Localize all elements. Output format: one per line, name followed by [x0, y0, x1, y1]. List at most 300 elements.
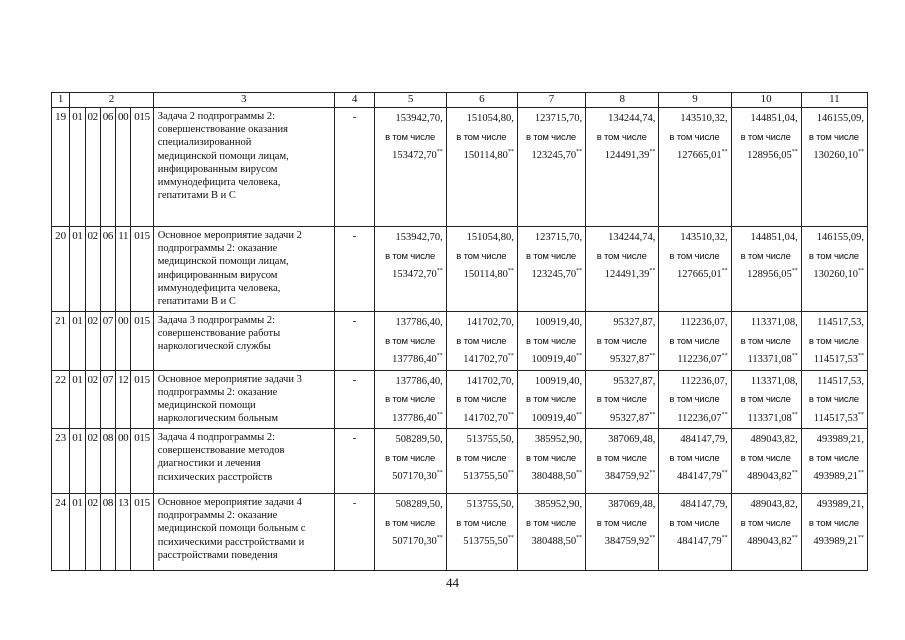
footnote-mark: **: [507, 149, 514, 155]
footnote-mark: **: [507, 268, 514, 274]
value-cell: [517, 227, 585, 312]
description-line: иммунодефицита человека,: [157, 177, 281, 189]
subtotal-value: 141702,70: [463, 412, 508, 424]
incl-label: в том числе: [525, 250, 577, 262]
total-value: 146155,09,: [816, 113, 864, 124]
subtotal-line: [661, 266, 727, 285]
subtotal-value: 128956,05: [747, 269, 792, 280]
code-cell: 12: [116, 370, 131, 429]
incl-label: в том числе: [385, 452, 436, 464]
total-value: 123715,70,: [534, 232, 583, 243]
subtotal-line: [377, 533, 442, 552]
value-cell: [517, 370, 585, 429]
footnote-mark: **: [507, 411, 514, 418]
code-cell: 07: [100, 312, 115, 371]
description-cell: [153, 108, 334, 227]
value-cell: [375, 108, 446, 227]
incl-label: в том числе: [596, 452, 647, 464]
footnote-mark: **: [649, 535, 656, 541]
code-cell: 015: [131, 108, 153, 227]
total-value: 112236,07,: [680, 317, 728, 328]
description-line: медицинской помощи: [157, 399, 256, 411]
value-cell: [446, 370, 517, 429]
footnote-mark: **: [858, 149, 864, 155]
subtotal-line: [449, 351, 514, 370]
footnote-mark: **: [507, 470, 514, 476]
row-number: 20: [52, 227, 70, 312]
incl-label: в том числе: [385, 394, 436, 405]
total-value: 489043,82,: [750, 434, 798, 445]
incl-label: в том числе: [669, 517, 720, 529]
header-cell: 10: [731, 93, 801, 108]
total-value: 484147,79,: [680, 434, 728, 445]
code-cell: 01: [70, 429, 85, 494]
footnote-mark: **: [791, 411, 798, 418]
subtotal-value: 489043,82: [747, 471, 792, 482]
footnote-mark: **: [507, 353, 514, 359]
footnote-mark: **: [791, 268, 798, 274]
footnote-mark: **: [649, 149, 656, 155]
footnote-mark: **: [791, 535, 798, 541]
code-cell: 02: [85, 370, 100, 429]
total-value: 137786,40,: [395, 375, 443, 387]
subtotal-line: [588, 533, 655, 552]
code-cell: 06: [100, 227, 115, 312]
code-cell: 01: [70, 312, 85, 371]
row-number: 22: [52, 370, 70, 429]
total-value: 134244,74,: [608, 232, 656, 243]
subtotal-line: [804, 468, 864, 487]
code-cell: 01: [70, 108, 85, 227]
total-value: 493989,21,: [816, 434, 864, 445]
subtotal-value: 489043,82: [747, 536, 792, 547]
subtotal-value: 137786,40: [392, 354, 437, 365]
subtotal-line: [520, 266, 582, 285]
description-line: медицинской помощи лицам,: [157, 150, 289, 162]
subtotal-value: 100919,40: [531, 412, 577, 424]
subtotal-line: [588, 410, 655, 429]
description-line: совершенствование работы: [157, 328, 281, 340]
description-line: Задача 4 подпрограммы 2:: [157, 432, 276, 443]
incl-label: в том числе: [456, 394, 507, 405]
footnote-mark: **: [576, 268, 583, 274]
description-line: специализированной: [157, 137, 252, 149]
row-number: 24: [52, 494, 70, 571]
footnote-mark: **: [649, 411, 656, 418]
subtotal-line: [449, 266, 514, 285]
code-cell: 00: [116, 108, 131, 227]
incl-label: в том числе: [740, 394, 791, 405]
value-cell: [801, 429, 867, 494]
description-line: совершенствование оказания: [157, 124, 288, 136]
description-line: гепатитами В и С: [157, 296, 236, 308]
footnote-mark: **: [721, 149, 728, 155]
total-value: 113371,08,: [750, 317, 798, 328]
total-value: 484147,79,: [680, 499, 728, 510]
total-value: 385952,90,: [534, 434, 583, 445]
header-cell: 5: [375, 93, 446, 108]
subtotal-value: 141702,70: [463, 354, 508, 365]
subtotal-value: 95327,87: [609, 412, 650, 424]
footnote-mark: **: [721, 411, 728, 418]
subtotal-line: [661, 468, 727, 487]
code-cell: 08: [100, 494, 115, 571]
incl-label: в том числе: [808, 517, 859, 529]
value-cell: [586, 227, 659, 312]
description-line: Основное мероприятие задачи 3: [157, 373, 302, 385]
footnote-mark: **: [576, 353, 583, 359]
footnote-mark: **: [858, 470, 864, 476]
value-cell: [375, 312, 446, 371]
incl-label: в том числе: [456, 517, 507, 529]
value-cell: [446, 494, 517, 571]
value-cell: [801, 227, 867, 312]
row-number: 23: [52, 429, 70, 494]
code-cell: 00: [116, 312, 131, 371]
footnote-mark: **: [721, 535, 728, 541]
subtotal-value: 113371,08: [747, 412, 792, 424]
subtotal-line: [377, 266, 442, 285]
footnote-mark: **: [436, 149, 443, 155]
total-value: 100919,40,: [534, 375, 583, 387]
header-cell: 1: [52, 93, 70, 108]
value-cell: [517, 312, 585, 371]
subtotal-value: 507170,30: [392, 471, 437, 482]
subtotal-value: 384759,92: [604, 536, 650, 547]
subtotal-value: 507170,30: [392, 536, 437, 547]
description-cell: [153, 494, 334, 571]
code-cell: 13: [116, 494, 131, 571]
description-line: психических расстройств: [157, 471, 273, 483]
incl-label: в том числе: [740, 131, 791, 143]
total-value: 513755,50,: [466, 499, 514, 510]
subtotal-line: [804, 533, 864, 552]
code-cell: 07: [100, 370, 115, 429]
code-cell: 015: [131, 312, 153, 371]
total-value: 508289,50,: [395, 434, 443, 445]
budget-table: [51, 92, 868, 571]
footnote-mark: **: [858, 353, 864, 359]
value-cell: [801, 494, 867, 571]
subtotal-value: 128956,05: [747, 150, 792, 161]
total-value: 153942,70,: [395, 113, 443, 124]
incl-label: в том числе: [740, 335, 791, 347]
total-value: 151054,80,: [466, 232, 514, 243]
incl-label: в том числе: [669, 131, 720, 143]
footnote-mark: **: [858, 411, 864, 418]
subtotal-line: [734, 410, 798, 429]
value-cell: [659, 108, 731, 227]
col4-cell: -: [334, 494, 375, 571]
subtotal-line: [377, 410, 442, 429]
subtotal-line: [449, 533, 514, 552]
value-cell: [659, 227, 731, 312]
description-line: иммунодефицита человека,: [157, 282, 281, 294]
incl-label: в том числе: [740, 452, 791, 464]
subtotal-value: 112236,07: [677, 412, 722, 424]
subtotal-value: 114517,53: [813, 354, 858, 365]
table-row: [52, 429, 868, 494]
footnote-mark: **: [721, 470, 728, 476]
code-cell: 01: [70, 494, 85, 571]
subtotal-value: 124491,39: [604, 269, 650, 280]
footnote-mark: **: [858, 268, 864, 274]
total-value: 387069,48,: [608, 499, 656, 510]
description-line: Задача 3 подпрограммы 2:: [157, 315, 276, 326]
subtotal-value: 127665,01: [676, 269, 722, 280]
value-cell: [375, 370, 446, 429]
subtotal-value: 124491,39: [604, 150, 650, 161]
footnote-mark: **: [507, 535, 514, 541]
subtotal-value: 100919,40: [531, 354, 577, 365]
subtotal-value: 153472,70: [392, 269, 437, 280]
code-cell: 11: [116, 227, 131, 312]
description-cell: [153, 370, 334, 429]
total-value: 100919,40,: [534, 317, 583, 328]
footnote-mark: **: [649, 353, 656, 359]
footnote-mark: **: [649, 268, 656, 274]
incl-label: в том числе: [740, 250, 791, 262]
code-cell: 015: [131, 370, 153, 429]
incl-label: в том числе: [808, 452, 859, 464]
incl-label: в том числе: [456, 250, 507, 262]
footnote-mark: **: [576, 149, 583, 155]
description-line: подпрограммы 2: оказание: [157, 386, 278, 398]
description-line: наркологической службы: [157, 341, 271, 353]
incl-label: в том числе: [669, 250, 720, 262]
header-cell: 2: [70, 93, 153, 108]
footnote-mark: **: [858, 535, 864, 541]
subtotal-line: [734, 533, 798, 552]
total-value: 123715,70,: [534, 113, 583, 124]
subtotal-value: 150114,80: [463, 150, 508, 161]
incl-label: в том числе: [596, 517, 647, 529]
header-cell: 4: [334, 93, 375, 108]
value-cell: [731, 429, 801, 494]
description-line: диагностики и лечения: [157, 458, 261, 470]
value-cell: [446, 312, 517, 371]
table-row: [52, 370, 868, 429]
value-cell: [731, 370, 801, 429]
description-line: психическими расстройствами и: [157, 536, 305, 548]
incl-label: в том числе: [525, 517, 577, 529]
value-cell: [375, 429, 446, 494]
value-cell: [517, 494, 585, 571]
description-line: совершенствование методов: [157, 445, 285, 457]
subtotal-value: 380488,50: [531, 536, 577, 547]
incl-label: в том числе: [456, 335, 507, 347]
total-value: 114517,53,: [817, 317, 864, 328]
subtotal-line: [449, 410, 514, 429]
col4-cell: -: [334, 108, 375, 227]
subtotal-value: 123245,70: [531, 150, 577, 161]
footnote-mark: **: [791, 149, 798, 155]
value-cell: [731, 108, 801, 227]
subtotal-value: 130260,10: [813, 269, 858, 280]
description-line: гепатитами В и С: [157, 190, 236, 202]
subtotal-line: [588, 351, 655, 370]
subtotal-value: 114517,53: [813, 412, 858, 424]
subtotal-value: 112236,07: [677, 354, 722, 365]
incl-label: в том числе: [525, 394, 577, 405]
table-row: [52, 494, 868, 571]
code-cell: 015: [131, 429, 153, 494]
description-line: инфицированным вирусом: [157, 163, 278, 175]
description-cell: [153, 429, 334, 494]
value-cell: [801, 312, 867, 371]
value-cell: [517, 429, 585, 494]
total-value: 114517,53,: [817, 375, 864, 387]
code-cell: 02: [85, 108, 100, 227]
incl-label: в том числе: [596, 250, 647, 262]
footnote-mark: **: [791, 470, 798, 476]
subtotal-value: 384759,92: [604, 471, 650, 482]
total-value: 493989,21,: [816, 499, 864, 510]
code-cell: 02: [85, 227, 100, 312]
subtotal-line: [520, 410, 582, 429]
value-cell: [801, 370, 867, 429]
description-line: подпрограммы 2: оказание: [157, 243, 278, 255]
incl-label: в том числе: [456, 452, 507, 464]
description-line: подпрограммы 2: оказание: [157, 510, 278, 522]
incl-label: в том числе: [385, 335, 436, 347]
subtotal-value: 493989,21: [813, 536, 858, 547]
total-value: 143510,32,: [680, 232, 728, 243]
subtotal-line: [804, 351, 864, 370]
footnote-mark: **: [436, 470, 443, 476]
footnote-mark: **: [576, 470, 583, 476]
header-cell: 11: [801, 93, 867, 108]
subtotal-line: [734, 351, 798, 370]
code-cell: 08: [100, 429, 115, 494]
code-cell: 015: [131, 227, 153, 312]
total-value: 144851,04,: [750, 113, 798, 124]
subtotal-value: 150114,80: [463, 269, 508, 280]
subtotal-line: [661, 147, 727, 166]
subtotal-line: [804, 266, 864, 285]
footnote-mark: **: [721, 353, 728, 359]
value-cell: [659, 429, 731, 494]
subtotal-value: 493989,21: [813, 471, 858, 482]
subtotal-line: [734, 147, 798, 166]
incl-label: в том числе: [525, 335, 577, 347]
incl-label: в том числе: [808, 394, 859, 405]
total-value: 508289,50,: [395, 499, 443, 510]
footnote-mark: **: [436, 353, 443, 359]
description-line: медицинской помощи больным с: [157, 523, 306, 535]
description-cell: [153, 312, 334, 371]
total-value: 113371,08,: [750, 375, 798, 387]
subtotal-line: [449, 147, 514, 166]
value-cell: [375, 227, 446, 312]
code-cell: 01: [70, 227, 85, 312]
incl-label: в том числе: [596, 335, 647, 347]
incl-label: в том числе: [808, 250, 859, 262]
value-cell: [586, 108, 659, 227]
value-cell: [446, 227, 517, 312]
subtotal-line: [734, 468, 798, 487]
description-line: Основное мероприятие задачи 2: [157, 230, 302, 241]
header-cell: 3: [153, 93, 334, 108]
description-line: медицинской помощи лицам,: [157, 256, 289, 268]
value-cell: [801, 108, 867, 227]
subtotal-value: 127665,01: [676, 150, 722, 161]
footnote-mark: **: [436, 411, 443, 418]
incl-label: в том числе: [808, 131, 859, 143]
footnote-mark: **: [791, 353, 798, 359]
total-value: 146155,09,: [816, 232, 864, 243]
total-value: 144851,04,: [750, 232, 798, 243]
description-line: инфицированным вирусом: [157, 269, 278, 281]
value-cell: [586, 312, 659, 371]
subtotal-line: [520, 468, 582, 487]
total-value: 153942,70,: [395, 232, 443, 243]
col4-cell: -: [334, 429, 375, 494]
code-cell: 00: [116, 429, 131, 494]
total-value: 112236,07,: [680, 375, 728, 387]
value-cell: [586, 429, 659, 494]
row-number: 21: [52, 312, 70, 371]
value-cell: [446, 429, 517, 494]
subtotal-line: [377, 468, 442, 487]
code-cell: 02: [85, 429, 100, 494]
value-cell: [586, 494, 659, 571]
total-value: 134244,74,: [608, 113, 656, 124]
subtotal-line: [661, 533, 727, 552]
subtotal-line: [661, 410, 727, 429]
value-cell: [731, 227, 801, 312]
footnote-mark: **: [436, 268, 443, 274]
table-row: [52, 108, 868, 227]
header-cell: 7: [517, 93, 585, 108]
incl-label: в том числе: [808, 335, 859, 347]
subtotal-value: 130260,10: [813, 150, 858, 161]
total-value: 137786,40,: [395, 317, 443, 328]
incl-label: в том числе: [525, 131, 577, 143]
col4-cell: -: [334, 370, 375, 429]
row-number: 19: [52, 108, 70, 227]
subtotal-value: 95327,87: [609, 354, 650, 365]
subtotal-line: [804, 410, 864, 429]
subtotal-line: [449, 468, 514, 487]
col4-cell: -: [334, 227, 375, 312]
description-line: Задача 2 подпрограммы 2:: [157, 111, 276, 122]
code-cell: 01: [70, 370, 85, 429]
footnote-mark: **: [436, 535, 443, 541]
header-cell: 9: [659, 93, 731, 108]
subtotal-value: 123245,70: [531, 269, 577, 280]
footnote-mark: **: [649, 470, 656, 476]
value-cell: [446, 108, 517, 227]
incl-label: в том числе: [596, 131, 647, 143]
total-value: 141702,70,: [466, 375, 514, 387]
subtotal-line: [520, 147, 582, 166]
subtotal-line: [588, 468, 655, 487]
value-cell: [731, 494, 801, 571]
total-value: 385952,90,: [534, 499, 583, 510]
subtotal-line: [734, 266, 798, 285]
code-cell: 02: [85, 494, 100, 571]
subtotal-value: 513755,50: [463, 471, 508, 482]
footnote-mark: **: [576, 535, 583, 541]
value-cell: [517, 108, 585, 227]
table-row: [52, 227, 868, 312]
description-cell: [153, 227, 334, 312]
total-value: 141702,70,: [466, 317, 514, 328]
incl-label: в том числе: [740, 517, 791, 529]
subtotal-line: [588, 266, 655, 285]
subtotal-line: [804, 147, 864, 166]
